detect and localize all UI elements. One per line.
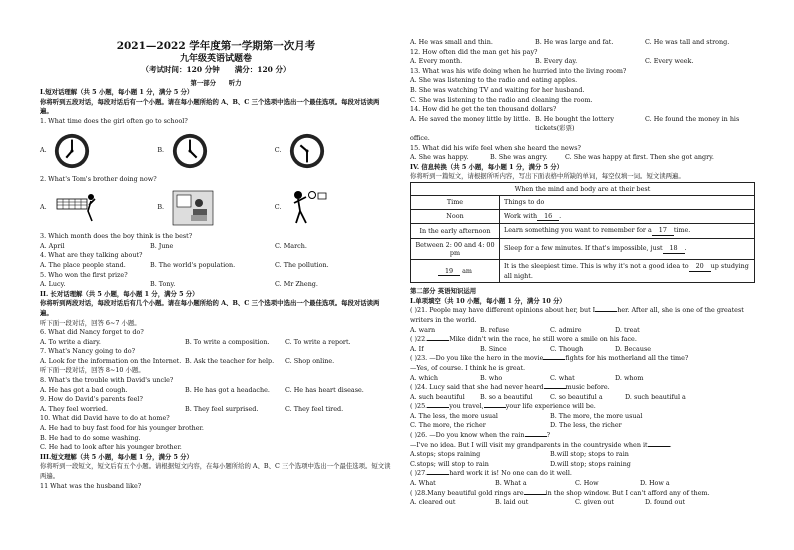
cell-text: Learn something you want to remember for a bbox=[504, 226, 652, 235]
option-d: D. The less, the richer bbox=[550, 421, 622, 430]
option-b: B. She was angry. bbox=[490, 153, 548, 162]
option-a: A. They feel worried. bbox=[40, 404, 108, 413]
question-5: 5. Who won the first prize? bbox=[40, 270, 128, 279]
option-c: C. Every week. bbox=[645, 57, 694, 66]
option-b: B. They feel surprised. bbox=[185, 404, 259, 413]
option-c: C. Shop online. bbox=[285, 356, 335, 365]
answer-blank-17[interactable]: 17 bbox=[652, 226, 674, 235]
left-column bbox=[40, 0, 392, 491]
option-c: C. Though bbox=[550, 344, 584, 353]
option-c: C. To write a report. bbox=[285, 337, 351, 346]
table-header-time: Time bbox=[411, 196, 500, 209]
right-column bbox=[410, 0, 755, 508]
table-cell-time bbox=[411, 260, 500, 283]
question-8: 8. What's the trouble with David's uncle? bbox=[40, 376, 174, 385]
question-2: 2. What's Tom's brother doing now? bbox=[40, 174, 157, 183]
option-a: A. He had to buy fast food for his younger brother. bbox=[40, 424, 204, 433]
answer-blank-18[interactable]: 18 bbox=[663, 244, 685, 253]
answer-blank[interactable] bbox=[524, 494, 546, 495]
answer-blank[interactable] bbox=[427, 407, 449, 408]
option-c: C. given out bbox=[575, 498, 614, 507]
q14-options bbox=[410, 115, 755, 134]
option-b: B. The world's population. bbox=[150, 260, 236, 269]
option-a: A. He was small and thin. bbox=[410, 38, 493, 46]
answer-blank[interactable] bbox=[648, 446, 670, 447]
option-c: C. admire bbox=[550, 325, 582, 334]
option-label: A. bbox=[40, 145, 47, 154]
question-11: 11 What was the husband like? bbox=[40, 481, 142, 490]
option-b: B. What a bbox=[495, 479, 527, 488]
option-c: C. The pollution. bbox=[275, 260, 329, 269]
question-28: ( )28.Many beautiful gold rings are in the shop window. But I can't afford any of them. bbox=[410, 488, 710, 497]
exam-title: 2021—2022 学年度第一学期第一次月考 bbox=[116, 40, 316, 52]
answer-blank[interactable] bbox=[484, 407, 506, 408]
q23-options bbox=[410, 374, 755, 384]
sec1-instructions: 你将听到五段对话，每段对话后有一个小题。请在每小题所给的 A、B、C 三个选项中选出一个最佳选项。每段对话读两遍。 bbox=[40, 97, 380, 116]
option-d: D. whom bbox=[615, 373, 644, 382]
table-row bbox=[411, 196, 755, 209]
answer-blank[interactable] bbox=[595, 311, 617, 312]
option-b: B. laid out bbox=[495, 498, 529, 507]
cell-text: time. bbox=[673, 226, 691, 235]
q25-options bbox=[410, 421, 755, 431]
option-a: A.stops; stops raining bbox=[410, 450, 481, 459]
sec2-heading: II. 长对话理解（共 5 小题，每小题 1 分，满分 5 分） bbox=[40, 289, 199, 298]
table-title: When the mind and body are at their best bbox=[411, 182, 755, 195]
answer-blank[interactable] bbox=[427, 474, 449, 475]
question-9: 9. How do David's parents feel? bbox=[40, 395, 143, 404]
option-d: D. found out bbox=[645, 498, 686, 507]
option-a: A. Every month. bbox=[410, 57, 463, 66]
option-a: A. warn bbox=[410, 325, 436, 334]
table-row bbox=[411, 209, 755, 223]
answer-blank[interactable] bbox=[543, 359, 565, 360]
option-a: A. If bbox=[410, 344, 424, 353]
q21-options bbox=[410, 326, 755, 336]
reading-boy-icon bbox=[171, 189, 215, 227]
question-3: 3. Which month does the boy think is the best? bbox=[40, 232, 193, 241]
option-label: B. bbox=[157, 145, 165, 154]
table-cell-time: Between 2: 00 and 4: 00 pm bbox=[411, 238, 500, 260]
option-b: B. Since bbox=[480, 344, 507, 353]
part1-title: 第一部分 听力 bbox=[190, 78, 242, 87]
option-a: A. He saved the money little by little. bbox=[410, 114, 531, 123]
option-b: B. She was watching TV and waiting for her husband. bbox=[410, 85, 585, 94]
sec3-heading: III.短文理解（共 5 小题，每小题 1 分，满分 5 分） bbox=[40, 452, 193, 461]
option-b: B. so a beautiful bbox=[480, 392, 533, 401]
q23-reply: —Yes, of course. I think he is great. bbox=[410, 363, 526, 372]
option-b: B. refuse bbox=[480, 325, 510, 334]
q5-options bbox=[40, 280, 392, 290]
info-table bbox=[410, 182, 755, 283]
q15-options bbox=[410, 153, 755, 163]
clock-icon bbox=[171, 132, 209, 170]
option-a: A. The place people stand. bbox=[40, 260, 126, 269]
option-label: C. bbox=[274, 145, 282, 154]
question-24: ( )24. Lucy said that she had never heard music before. bbox=[410, 383, 610, 392]
option-b: B. He had to do some washing. bbox=[40, 433, 141, 442]
option-b: B. He was large and fat. bbox=[535, 38, 614, 46]
option-a: A. April bbox=[40, 241, 65, 250]
q27-options bbox=[410, 479, 755, 489]
option-a: A. Look for the information on the Internet. bbox=[40, 356, 182, 365]
option-b: B.will stop; stops to rain bbox=[550, 450, 629, 459]
question-27: ( )27. hard work it is! No one can do it well. bbox=[410, 469, 572, 478]
option-c: C. March. bbox=[275, 241, 307, 250]
q22-options bbox=[410, 345, 755, 355]
sec1-heading: I.短对话理解（共 5 小题，每小题 1 分，满分 5 分） bbox=[40, 88, 194, 97]
option-a: A. She was happy. bbox=[410, 153, 469, 162]
table-header-things: Things to do bbox=[500, 196, 755, 209]
cell-text: . bbox=[684, 244, 687, 253]
option-a: A. What bbox=[410, 479, 436, 488]
question-23: ( )23. —Do you like the hero in the movie fights for his motherland all the time? bbox=[410, 354, 689, 363]
cell-text: . bbox=[559, 211, 562, 220]
table-cell-time: In the early afternoon bbox=[411, 224, 500, 238]
sec4-instructions: 你将听到一篇短文，请根据所听内容，写出下面表格中所缺的单词，每空仅填一词。短文读两遍。 bbox=[410, 172, 685, 181]
cell-text: up studying all night. bbox=[504, 262, 749, 280]
option-label: C. bbox=[274, 203, 282, 212]
answer-blank-19[interactable]: 19 bbox=[438, 267, 460, 276]
q24-options bbox=[410, 393, 755, 403]
question-13: 13. What was his wife doing when he hurried into the living room? bbox=[410, 66, 627, 75]
option-d: D.will stop; stops raining bbox=[550, 459, 631, 468]
option-label: A. bbox=[40, 203, 47, 212]
sec2-instructions: 你将听到两段对话，每段对话后有几个小题。请在每小题所给的 A、B、C 三个选项中选出一个最佳选项。每段对话读两遍。 bbox=[40, 299, 380, 317]
option-b: B. Ask the teacher for help. bbox=[185, 356, 275, 365]
table-cell-time: Noon bbox=[411, 209, 500, 223]
table-cell-things bbox=[500, 224, 755, 238]
sec3-instructions: 你将听到一段短文，短文后有五个小题。请根据短文内容，在每小题所给的 A、B、C 三个选项中选出一个最佳选项。短文读两遍。 bbox=[40, 462, 391, 480]
table-row bbox=[411, 238, 755, 260]
option-c: C. She was happy at first. Then she got angry. bbox=[565, 153, 714, 162]
q12-options bbox=[410, 57, 755, 67]
exam-info: （考试时间：120 分钟 满分：120 分） bbox=[141, 65, 291, 74]
table-cell-things bbox=[500, 260, 755, 283]
answer-blank-20[interactable]: 20 bbox=[689, 262, 711, 271]
option-d: D. such beautiful a bbox=[625, 392, 686, 401]
question-1: 1. What time does the girl often go to school? bbox=[40, 116, 188, 125]
option-b: B. who bbox=[480, 373, 503, 382]
q3-options bbox=[40, 242, 392, 252]
option-b: B. To write a composition. bbox=[185, 337, 270, 346]
option-b: B. Tony. bbox=[150, 280, 176, 289]
question-26: ( )26. —Do you know when the rain ? bbox=[410, 431, 551, 440]
q25-options bbox=[410, 412, 755, 422]
q2-picture-options bbox=[40, 184, 392, 232]
option-a: A. which bbox=[410, 373, 439, 382]
q28-options bbox=[410, 498, 755, 508]
q1-picture-options bbox=[40, 127, 392, 175]
cell-text: Sleep for a few minutes. If that's impossible, just bbox=[504, 244, 663, 253]
clock-icon bbox=[53, 132, 91, 170]
option-c: C. He had to look after his younger brother. bbox=[40, 443, 182, 452]
option-c: C. He was tall and strong. bbox=[645, 38, 730, 46]
q8-options bbox=[40, 386, 392, 396]
option-c: C. Mr Zheng. bbox=[275, 280, 318, 289]
answer-blank[interactable] bbox=[427, 340, 449, 341]
question-10: 10. What did David have to do at home? bbox=[40, 414, 170, 423]
option-label: B. bbox=[157, 203, 165, 212]
option-b: B. June bbox=[150, 241, 174, 250]
option-c: C. They feel tired. bbox=[285, 404, 344, 413]
q26-reply: —I've no idea. But I will visit my grandparents in the countryside when it . bbox=[410, 440, 672, 449]
part2-heading: 第二部分 英语知识运用 bbox=[410, 287, 477, 296]
question-15: 15. What did his wife feel when she heard the news? bbox=[410, 143, 581, 152]
option-c: C. How bbox=[575, 479, 599, 488]
cell-text: It is the sleepiest time. This is why it's not a good idea to bbox=[504, 262, 689, 271]
option-c: C. so beautiful a bbox=[550, 392, 603, 401]
question-25: ( )25. you travel, your life experience will be. bbox=[410, 402, 596, 411]
q9-options bbox=[40, 405, 392, 415]
option-b: B. He bought the lottery tickets(彩票) bbox=[535, 114, 614, 133]
option-c: C. He found the money in his bbox=[645, 114, 740, 123]
table-cell-things bbox=[500, 209, 755, 223]
q14-option-c-cont: office. bbox=[410, 133, 430, 142]
clock-icon bbox=[288, 132, 326, 170]
table-row bbox=[411, 260, 755, 283]
sec2-note-1: 听下面一段对话，回答 6~7 小题。 bbox=[40, 318, 141, 327]
q6-options bbox=[40, 338, 392, 348]
question-6: 6. What did Nancy forget to do? bbox=[40, 328, 144, 337]
q4-options bbox=[40, 261, 392, 271]
option-a: A. cleared out bbox=[410, 498, 456, 507]
option-a: A. The less, the more usual bbox=[410, 411, 498, 420]
option-c: C. He has heart disease. bbox=[285, 385, 364, 394]
basketball-icon bbox=[288, 189, 332, 227]
option-d: D. Because bbox=[615, 344, 652, 353]
sec2-note-2: 听下面一段对话，回答 8~10 小题。 bbox=[40, 366, 145, 375]
q26-options bbox=[410, 450, 755, 460]
exam-subtitle: 九年级英语试题卷 bbox=[179, 54, 252, 64]
question-14: 14. How did he get the ten thousand dollars? bbox=[410, 105, 557, 114]
table-row bbox=[411, 224, 755, 238]
sec4-heading: IV. 信息转换（共 5 小题，每小题 1 分，满分 5 分） bbox=[410, 162, 563, 171]
answer-blank[interactable] bbox=[544, 388, 566, 389]
option-b: B. Every day. bbox=[535, 57, 578, 66]
volleyball-icon bbox=[53, 189, 97, 227]
option-a: A. such beautiful bbox=[410, 392, 465, 401]
option-c: C.stops; will stop to rain bbox=[410, 459, 489, 468]
option-b: B. He has got a headache. bbox=[185, 385, 270, 394]
option-c: C. what bbox=[550, 373, 575, 382]
option-d: D. treat bbox=[615, 325, 640, 334]
option-b: B. The more, the more usual bbox=[550, 411, 643, 420]
part2-section-heading: I.单项填空（共 10 小题，每小题 1 分，满分 10 分） bbox=[410, 296, 566, 305]
question-4: 4. What are they talking about? bbox=[40, 251, 143, 260]
option-c: C. She was listening to the radio and cleaning the room. bbox=[410, 95, 593, 104]
q11-options bbox=[410, 38, 755, 48]
table-cell-things bbox=[500, 238, 755, 260]
option-a: A. He has got a bad cough. bbox=[40, 385, 128, 394]
q26-options bbox=[410, 460, 755, 470]
question-7: 7. What's Nancy going to do? bbox=[40, 347, 136, 356]
option-a: A. Lucy. bbox=[40, 280, 66, 289]
question-22: ( )22. Mike didn't win the race, he still wore a smile on his face. bbox=[410, 335, 637, 344]
question-12: 12. How often did the man get his pay? bbox=[410, 47, 538, 56]
option-a: A. To write a diary. bbox=[40, 337, 101, 346]
answer-blank[interactable] bbox=[525, 436, 547, 437]
answer-blank-16[interactable]: 16 bbox=[537, 212, 559, 221]
cell-text: Work with bbox=[504, 211, 538, 220]
option-c: C. The more, the richer bbox=[410, 421, 486, 430]
cell-text: am bbox=[462, 266, 472, 275]
question-21: ( )21. People may have different opinions about her, but I her. After all, she is one of the greatest writers in the world. bbox=[410, 306, 744, 324]
option-a: A. She was listening to the radio and eating apples. bbox=[410, 76, 578, 85]
option-d: D. How a bbox=[640, 479, 670, 488]
